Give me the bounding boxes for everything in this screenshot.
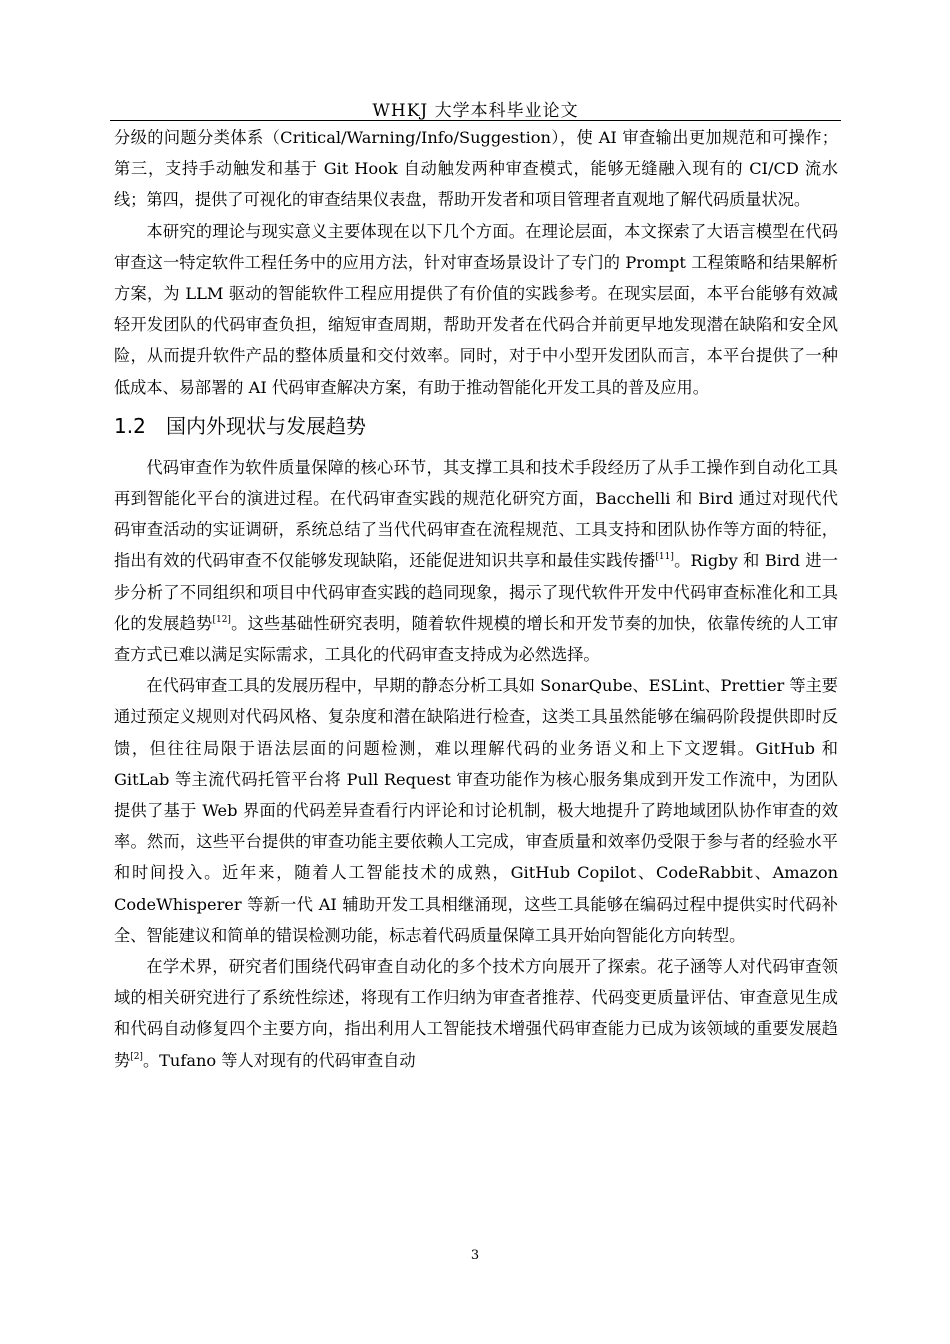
paragraph-continued: 分级的问题分类体系（Critical/Warning/Info/Suggestion），使 AI 审查输出更加规范和可操作；第三，支持手动触发和基于 Git Hook 自动触发两种审查模式，能够无缝融入现有的 CI/CD 流水线；第四，提供了可视化的审查结果仪表盘，帮助开发者和项目管理者直观地了解代码质量状况。 [114, 128, 838, 210]
paragraph-text: 代码审查作为软件质量保障的核心环节，其支撑工具和技术手段经历了从手工操作到自动化工具再到智能化平台的演进过程。在代码审查实践的规范化研究方面，Bacchelli 和 Bird 通过对现代代码审查活动的实证调研，系统总结了当代代码审查在流程规范、工具支持和团队协作等方面的特征，指出有效的代码审查不仅能够发现缺陷，还能促进知识共享和最佳实践传播 [114, 457, 838, 571]
header-rule [110, 120, 841, 121]
paragraph-review-research [114, 452, 838, 670]
paragraph-text: 。Rigby 和 Bird 进一步分析了不同组织和项目中代码审查实践的趋同现象，揭示了现代软件开发中代码审查标准化和工具化的发展趋势 [114, 551, 838, 633]
paragraph-text: 。Tufano 等人对现有的代码审查自动 [142, 1050, 416, 1070]
citation-ref: [2] [130, 1051, 143, 1062]
paragraph-academia [114, 951, 838, 1076]
section-heading [114, 413, 838, 439]
section-title: 国内外现状与发展趋势 [166, 413, 366, 438]
citation-ref: [12] [212, 614, 231, 625]
paragraph-significance: 本研究的理论与现实意义主要体现在以下几个方面。在理论层面，本文探索了大语言模型在代码审查这一特定软件工程任务中的应用方法，针对审查场景设计了专门的 Prompt 工程策略和结果解析方案，为 LLM 驱动的智能软件工程应用提供了有价值的实践参考。在现实层面，本平台能够有效减轻开发团队的代码审查负担，缩短审查周期，帮助开发者在代码合并前更早地发现潜在缺陷和安全风险，从而提升软件产品的整体质量和交付效率。同时，对于中小型开发团队而言，本平台提供了一种低成本、易部署的 AI 代码审查解决方案，有助于推动智能化开发工具的普及应用。 [114, 221, 838, 397]
paragraph-text: 在学术界，研究者们围绕代码审查自动化的多个技术方向展开了探索。花子涵等人对代码审查领域的相关研究进行了系统性综述，将现有工作归纳为审查者推荐、代码变更质量评估、审查意见生成和代码自动修复四个主要方向，指出利用人工智能技术增强代码审查能力已成为该领域的重要发展趋势 [114, 957, 838, 1070]
paragraph-tools-history: 在代码审查工具的发展历程中，早期的静态分析工具如 SonarQube、ESLint、Prettier 等主要通过预定义规则对代码风格、复杂度和潜在缺陷进行检查，这类工具虽然能够在编码阶段提供即时反馈，但往往局限于语法层面的问题检测，难以理解代码的业务语义和上下文逻辑。GitHub 和 GitLab 等主流代码托管平台将 Pull Request 审查功能作为核心服务集成到开发工作流中，为团队提供了基于 Web 界面的代码差异查看行内评论和讨论机制，极大地提升了跨地域团队协作审查的效率。然而，这些平台提供的审查功能主要依赖人工完成，审查质量和效率仍受限于参与者的经验水平和时间投入。近年来，随着人工智能技术的成熟，GitHub Copilot、CodeRabbit、Amazon CodeWhisperer 等新一代 AI 辅助开发工具相继涌现，这些工具能够在编码过程中提供实时代码补全、智能建议和简单的错误检测功能，标志着代码质量保障工具开始向智能化方向转型。 [114, 676, 838, 945]
page-body [114, 122, 838, 1076]
paragraph-text: 。这些基础性研究表明，随着软件规模的增长和开发节奏的加快，依靠传统的人工审查方式已难以满足实际需求，工具化的代码审查支持成为必然选择。 [114, 613, 839, 665]
section-number: 1.2 [114, 413, 146, 438]
page-number: 3 [470, 1248, 480, 1263]
running-header: WHKJ 大学本科毕业论文 [372, 101, 579, 121]
citation-ref: [11] [655, 552, 674, 563]
